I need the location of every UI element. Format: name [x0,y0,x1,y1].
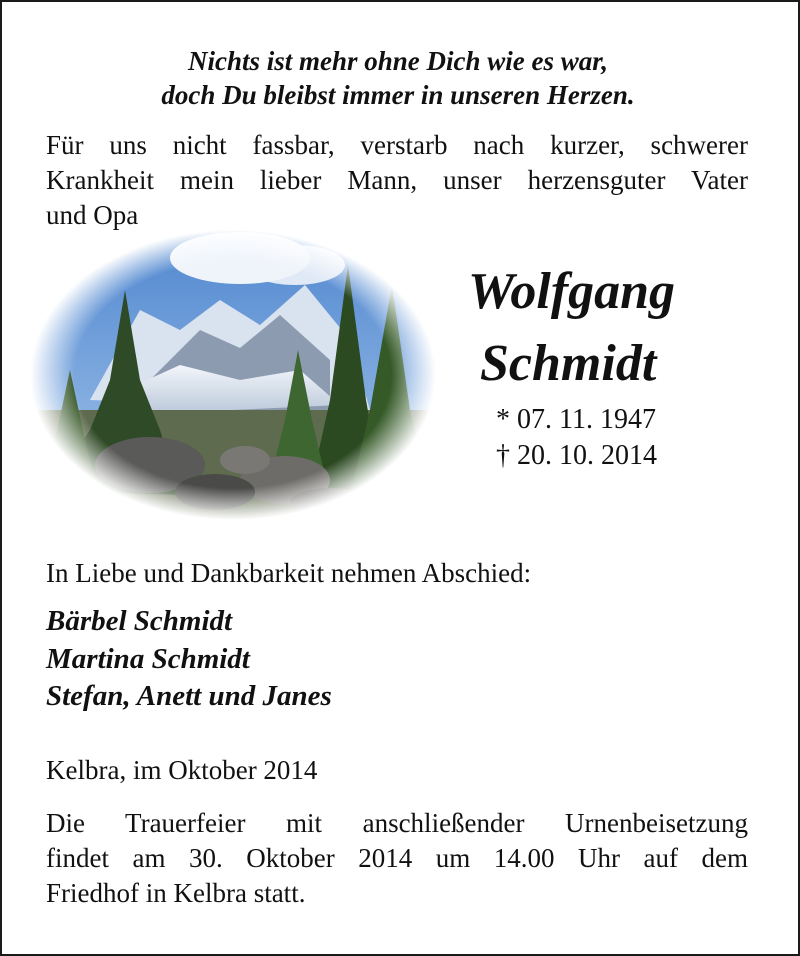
farewell-heading: In Liebe und Dankbarkeit nehmen Abschied: [46,558,532,588]
mourner-name: Stefan, Anett und Janes [46,680,332,712]
death-date: † 20. 10. 2014 [496,440,657,471]
place-date: Kelbra, im Oktober 2014 [46,755,318,785]
ceremony-line-1: Die Trauerfeier mit anschließender Urnenbeisetzung [46,808,748,838]
mourner-name: Bärbel Schmidt [46,605,233,637]
ceremony-line-3: Friedhof in Kelbra statt. [46,878,306,908]
deceased-last-name: Schmidt [480,335,657,392]
deceased-first-name: Wolfgang [468,263,676,320]
motto-line-1: Nichts ist mehr ohne Dich wie es war, [187,46,609,76]
ceremony-text [46,806,748,911]
mourner-name: Martina Schmidt [46,643,250,675]
intro-line-2: Krankheit mein lieber Mann, unser herzensguter Vater [46,165,748,195]
intro-line-1: Für uns nicht fassbar, verstarb nach kurzer, schwerer [46,130,748,160]
mountain-landscape-photo [30,230,436,520]
birth-date: * 07. 11. 1947 [496,404,656,435]
motto-line-2: doch Du bleibst immer in unseren Herzen. [161,80,635,110]
intro-line-3: und Opa [46,200,139,230]
ceremony-line-2: findet am 30. Oktober 2014 um 14.00 Uhr auf dem [46,843,748,873]
intro-text [46,128,748,233]
